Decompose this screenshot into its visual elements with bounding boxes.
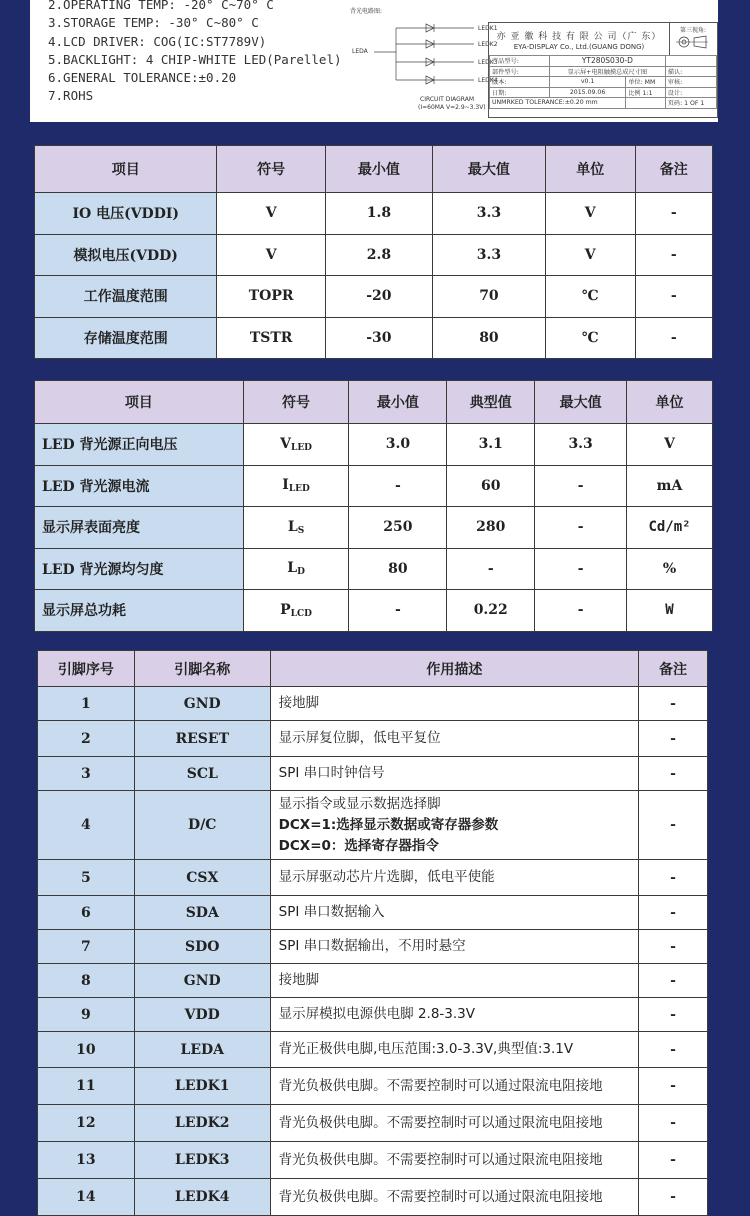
cell: -	[349, 590, 447, 632]
table-row	[38, 791, 708, 860]
col-header: 最大值	[535, 381, 627, 424]
description-line: 背光负极供电脚。不需要控制时可以通过限流电阻接地	[278, 1077, 603, 1094]
pin-name: LEDK3	[134, 1142, 270, 1179]
row-label: 显示屏表面亮度	[35, 507, 244, 549]
pin-note: -	[639, 1179, 708, 1216]
table-row	[35, 465, 713, 507]
cell: -	[535, 590, 627, 632]
cell: 3.0	[349, 424, 447, 466]
tb-label: 日期:	[490, 87, 550, 98]
cell: -30	[325, 317, 432, 359]
table-row	[35, 507, 713, 549]
description-line: 背光正极供电脚,电压范围:3.0-3.3V,典型值:3.1V	[278, 1041, 574, 1057]
pin-name: SDO	[134, 930, 270, 964]
pin-name: VDD	[134, 998, 270, 1032]
table-header-row	[35, 381, 713, 424]
col-header: 作用描述	[270, 651, 638, 687]
cell: -20	[325, 276, 432, 318]
tb-cell: 审核:	[665, 77, 716, 88]
cell: ℃	[545, 317, 635, 359]
tb-cell: 描认:	[665, 66, 716, 77]
table-row	[38, 860, 708, 896]
symbol-cell	[243, 590, 349, 632]
description-line: SPI 串口数据输出，不用时悬空	[278, 938, 466, 954]
title-block-company	[489, 23, 670, 56]
tb-cell	[665, 56, 716, 67]
cell: 3.3	[433, 193, 546, 235]
col-header: 符号	[243, 381, 349, 424]
cell: -	[635, 234, 712, 276]
pin-description	[270, 687, 638, 721]
col-header: 符号	[217, 146, 325, 193]
circuit-diagram	[348, 0, 498, 118]
pin-number: 8	[38, 964, 135, 998]
table-header-row	[35, 146, 713, 193]
table-row	[38, 1142, 708, 1179]
pin-number: 13	[38, 1142, 135, 1179]
col-header: 单位	[627, 381, 713, 424]
cell: %	[627, 548, 713, 590]
symbol-cell	[243, 507, 349, 549]
note-line: 3.STORAGE TEMP: -30° C~80° C	[48, 15, 259, 31]
symbol-subscript: D	[297, 567, 305, 578]
projection-symbol	[669, 23, 717, 56]
title-block	[488, 22, 718, 118]
pin-name: CSX	[134, 860, 270, 896]
pin-description	[270, 964, 638, 998]
pin-note: -	[639, 1068, 708, 1105]
cell: 3.3	[433, 234, 546, 276]
pin-note: -	[639, 687, 708, 721]
cell: -	[635, 276, 712, 318]
col-header: 引脚名称	[134, 651, 270, 687]
table-row	[38, 930, 708, 964]
cell: -	[349, 465, 447, 507]
cell: -	[535, 548, 627, 590]
ratings-table	[34, 145, 713, 359]
tb-page: 页码: 1 OF 1	[665, 98, 716, 109]
tb-label: 版本:	[490, 77, 550, 88]
row-label: LED 背光源电流	[35, 465, 244, 507]
pin-number: 12	[38, 1105, 135, 1142]
title-block-table	[489, 55, 717, 109]
pin-number: 10	[38, 1032, 135, 1068]
symbol-cell	[243, 465, 349, 507]
pin-description	[270, 721, 638, 757]
cell: V	[217, 193, 325, 235]
description-line: 接地脚	[278, 695, 320, 711]
pin-description	[270, 1032, 638, 1068]
description-line: 背光负极供电脚。不需要控制时可以通过限流电阻接地	[278, 1188, 603, 1205]
cell: TOPR	[217, 276, 325, 318]
circuit-title: 背光电路图:	[350, 8, 383, 15]
spec-drawing-panel	[30, 0, 718, 122]
pin-note: -	[639, 1032, 708, 1068]
pin-note: -	[639, 1142, 708, 1179]
description-line: DCX=1:选择显示数据或寄存器参数	[278, 816, 499, 833]
table-row	[38, 1105, 708, 1142]
note-line: 7.ROHS	[48, 88, 94, 104]
cell: -	[535, 465, 627, 507]
pin-name: LEDK4	[134, 1179, 270, 1216]
tb-part-model: 显示屏+电阻触摸总成尺寸图	[549, 66, 665, 77]
description-line: 背光负极供电脚。不需要控制时可以通过限流电阻接地	[278, 1114, 603, 1131]
description-line: SPI 串口时钟信号	[278, 765, 385, 781]
cell: 0.22	[447, 590, 535, 632]
pin-number: 11	[38, 1068, 135, 1105]
pin-number: 9	[38, 998, 135, 1032]
col-header: 最小值	[325, 146, 432, 193]
col-header: 备注	[635, 146, 712, 193]
pin-description	[270, 1068, 638, 1105]
pin-description	[270, 791, 638, 860]
table-row	[38, 998, 708, 1032]
col-header: 项目	[35, 381, 244, 424]
symbol-cell	[243, 424, 349, 466]
table-row	[38, 687, 708, 721]
cell: ℃	[545, 276, 635, 318]
company-name-en: EYA-DISPLAY Co., Ltd.(GUANG DONG)	[513, 43, 645, 51]
note-line: 5.BACKLIGHT: 4 CHIP-WHITE LED(Parellel)	[48, 51, 342, 67]
circuit-schematic	[374, 18, 484, 88]
pin-note: -	[639, 860, 708, 896]
cell: -	[447, 548, 535, 590]
pin-number: 1	[38, 687, 135, 721]
company-name-cn: 亦 亚 徽 科 技 有 限 公 司（广 东）	[496, 32, 662, 42]
symbol: L	[287, 518, 298, 535]
table-row	[38, 1032, 708, 1068]
table-row	[35, 276, 713, 318]
cell: V	[217, 234, 325, 276]
pin-number: 6	[38, 896, 135, 930]
pin-name: LEDK1	[134, 1068, 270, 1105]
pin-table-body	[38, 687, 708, 1216]
backlight-table	[34, 380, 713, 632]
pin-note: -	[639, 896, 708, 930]
tb-label: 产品型号:	[490, 56, 550, 67]
pin-note: -	[639, 721, 708, 757]
pin-number: 7	[38, 930, 135, 964]
pin-note: -	[639, 998, 708, 1032]
pin-number: 3	[38, 757, 135, 791]
table-row	[35, 590, 713, 632]
table-row	[38, 757, 708, 791]
symbol-subscript: S	[297, 525, 305, 536]
cell: TSTR	[217, 317, 325, 359]
description-line: 接地脚	[278, 972, 320, 988]
description-line: SPI 串口数据输入	[278, 904, 385, 920]
symbol: I	[282, 477, 289, 494]
note-line: 4.LCD DRIVER: COG(IC:ST7789V)	[48, 33, 267, 49]
col-header: 项目	[35, 146, 217, 193]
cell: 70	[433, 276, 546, 318]
pin-number: 14	[38, 1179, 135, 1216]
symbol-subscript: LCD	[290, 608, 312, 619]
tb-scale: 比例 1:1	[626, 87, 666, 98]
pin-description	[270, 860, 638, 896]
cell: -	[635, 317, 712, 359]
cell: 2.8	[325, 234, 432, 276]
row-label: LED 背光源正向电压	[35, 424, 244, 466]
pin-name: LEDK2	[134, 1105, 270, 1142]
tb-unit: 单位: MM	[626, 77, 666, 88]
description-line: 显示指令或显示数据选择脚	[278, 795, 441, 812]
table-row	[35, 317, 713, 359]
symbol-subscript: LED	[288, 484, 310, 495]
cell: -	[635, 193, 712, 235]
pin-note: -	[639, 757, 708, 791]
col-header: 备注	[639, 651, 708, 687]
tb-cell: 设计:	[665, 87, 716, 98]
description-line: 显示屏模拟电源供电脚 2.8-3.3V	[278, 1006, 476, 1022]
table-row	[35, 234, 713, 276]
cell: 3.3	[535, 424, 627, 466]
cell: 280	[447, 507, 535, 549]
pin-name: RESET	[134, 721, 270, 757]
cell: 60	[447, 465, 535, 507]
pin-name: D/C	[134, 791, 270, 860]
table-row	[38, 1179, 708, 1216]
pin-description	[270, 998, 638, 1032]
pin-table	[37, 650, 708, 1216]
pin-description	[270, 1105, 638, 1142]
tb-product-model: YT280S030-D	[549, 56, 665, 67]
tb-tolerance: UNMRKED TOLERANCE:±0.20 mm	[490, 98, 626, 109]
table-row	[35, 548, 713, 590]
cell: V	[545, 234, 635, 276]
circuit-anode-label: LEDA	[352, 48, 368, 55]
table-row	[38, 1068, 708, 1105]
cell: 1.8	[325, 193, 432, 235]
description-line: 显示屏复位脚，低电平复位	[278, 730, 441, 746]
note-line: 2.OPERATING TEMP: -20° C~70° C	[48, 0, 274, 12]
row-label: 显示屏总功耗	[35, 590, 244, 632]
pin-note: -	[639, 964, 708, 998]
pin-name: GND	[134, 964, 270, 998]
tb-date: 2015.09.06	[549, 87, 625, 98]
tb-cell	[626, 98, 666, 109]
col-header: 典型值	[447, 381, 535, 424]
pin-note: -	[639, 1105, 708, 1142]
pin-note: -	[639, 791, 708, 860]
pin-name: SCL	[134, 757, 270, 791]
pin-name: SDA	[134, 896, 270, 930]
circuit-caption: CIRCUIT DIAGRAM	[420, 96, 474, 103]
pin-name: LEDA	[134, 1032, 270, 1068]
cell: V	[545, 193, 635, 235]
cell: mA	[627, 465, 713, 507]
row-label: LED 背光源均匀度	[35, 548, 244, 590]
cell: Cd/m²	[627, 507, 713, 549]
symbol: L	[287, 560, 298, 577]
cell: W	[627, 590, 713, 632]
circuit-cathode-label: LEDK2	[478, 41, 498, 48]
cell: -	[535, 507, 627, 549]
table-row	[38, 896, 708, 930]
row-label: 工作温度范围	[35, 276, 217, 318]
pin-description	[270, 757, 638, 791]
cell: 250	[349, 507, 447, 549]
note-line: 6.GENERAL TOLERANCE:±0.20	[48, 70, 237, 86]
symbol: P	[280, 601, 291, 618]
col-header: 最小值	[349, 381, 447, 424]
drawing-notes	[48, 0, 342, 106]
pin-note: -	[639, 930, 708, 964]
symbol-cell	[243, 548, 349, 590]
row-label: 模拟电压(VDD)	[35, 234, 217, 276]
pin-description	[270, 1142, 638, 1179]
cell: 80	[349, 548, 447, 590]
col-header: 最大值	[433, 146, 546, 193]
pin-number: 5	[38, 860, 135, 896]
table-row	[35, 424, 713, 466]
table-row	[38, 964, 708, 998]
pin-name: GND	[134, 687, 270, 721]
circuit-caption-values: (I=60MA V=2.9~3.3V)	[418, 104, 486, 111]
pin-description	[270, 1179, 638, 1216]
table-header-row	[38, 651, 708, 687]
description-line: DCX=0：选择寄存器指令	[278, 837, 439, 854]
pin-description	[270, 896, 638, 930]
row-label: IO 电压(VDDI)	[35, 193, 217, 235]
projection-icon	[676, 34, 710, 50]
description-line: 背光负极供电脚。不需要控制时可以通过限流电阻接地	[278, 1151, 603, 1168]
symbol-subscript: LED	[290, 442, 312, 453]
circuit-cathode-label: LEDK1	[478, 25, 498, 32]
pin-number: 4	[38, 791, 135, 860]
circuit-cathode-label: LEDK4	[478, 77, 498, 84]
pin-description	[270, 930, 638, 964]
tb-label: 部件型号:	[490, 66, 550, 77]
cell: 80	[433, 317, 546, 359]
symbol: V	[280, 435, 291, 452]
col-header: 引脚序号	[38, 651, 135, 687]
table-row	[35, 193, 713, 235]
projection-label: 第三视角:	[679, 27, 707, 34]
pin-number: 2	[38, 721, 135, 757]
cell: 3.1	[447, 424, 535, 466]
row-label: 存储温度范围	[35, 317, 217, 359]
cell: V	[627, 424, 713, 466]
circuit-cathode-label: LEDK3	[478, 59, 498, 66]
tb-version: v0.1	[549, 77, 625, 88]
table-row	[38, 721, 708, 757]
col-header: 单位	[545, 146, 635, 193]
description-line: 显示屏驱动芯片片选脚，低电平使能	[278, 869, 495, 885]
